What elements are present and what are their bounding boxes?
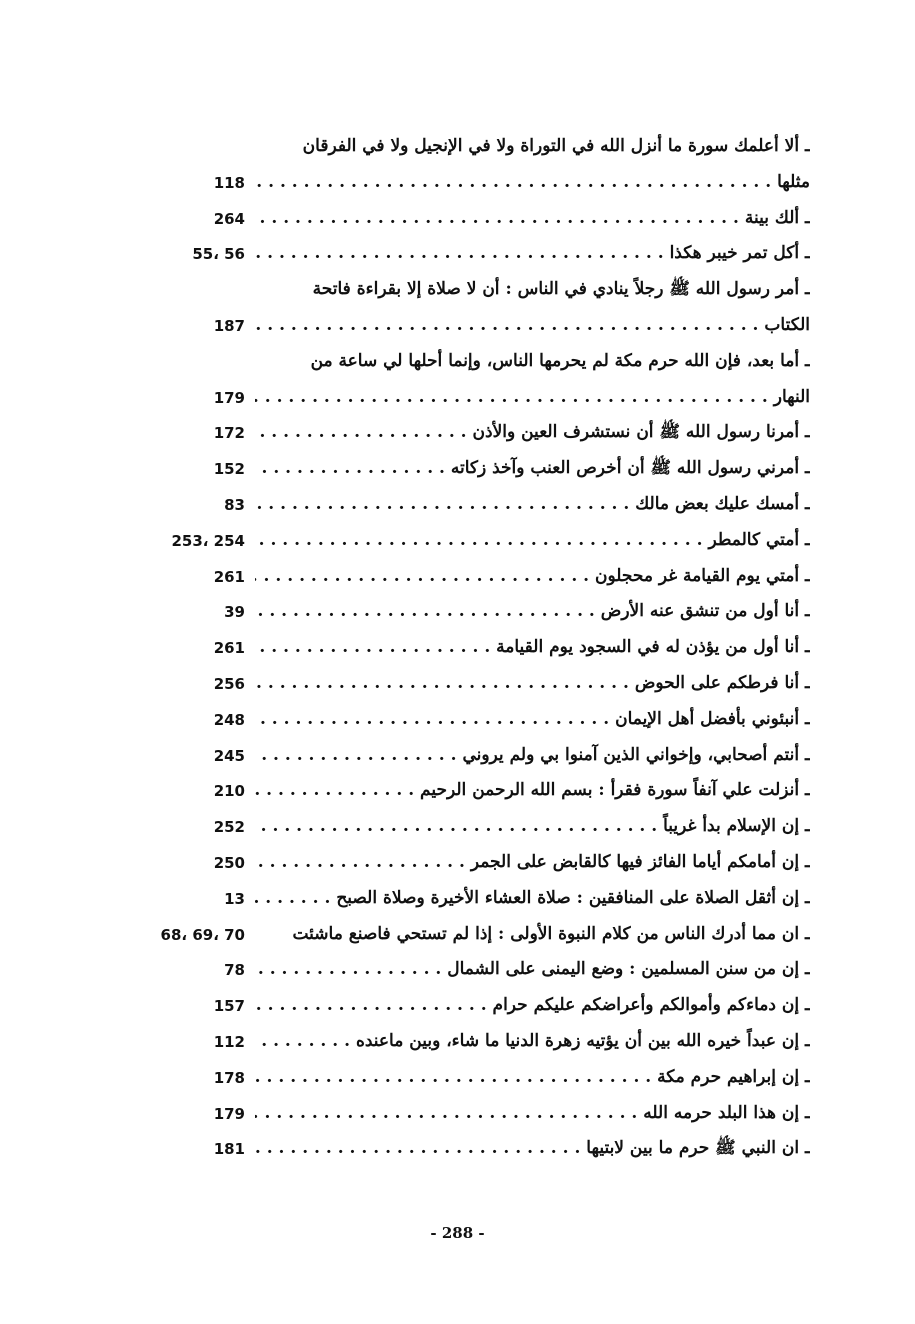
entry-pages: 261: [213, 639, 245, 658]
entry-text: مثلها . . .: [255, 169, 810, 195]
entry-pages: 253، 254: [171, 531, 245, 550]
entry-text: ـ إن أثقل الصلاة على المنافقين : صلاة العشاء الأخيرة وصلاة الصبح . . .: [255, 885, 810, 911]
hadith-index-list: [0, 128, 915, 1166]
entry-text: ـ أمر رسول الله ﷺ رجلاً ينادي في الناس : أن لا صلاة إلا بقراءة فاتحة: [312, 279, 810, 300]
entry-text: ـ أنا أول من تنشق عنه الأرض . . .: [255, 598, 810, 624]
index-entry: [0, 1095, 915, 1131]
entry-text: ـ أمرني رسول الله ﷺ أن أخرص العنب وآخذ زكاته . . .: [255, 455, 810, 481]
entry-pages: 78: [224, 961, 245, 980]
entry-pages: 68، 69، 70: [160, 925, 245, 944]
index-entry: [0, 271, 915, 307]
index-entry: [0, 379, 915, 415]
index-entry: [0, 844, 915, 880]
entry-pages: 39: [224, 603, 245, 622]
entry-text: ـ أنبئوني بأفضل أهل الإيمان . . .: [255, 706, 810, 732]
entry-text: ـ أما بعد، فإن الله حرم مكة لم يحرمها الناس، وإنما أحلها لي ساعة من: [310, 350, 810, 371]
entry-text: ـ أنزلت علي آنفاً سورة فقرأ : بسم الله الرحمن الرحيم . . .: [255, 777, 810, 803]
entry-text: ـ إن من سنن المسلمين : وضع اليمنى على الشمال . . .: [255, 956, 810, 982]
entry-pages: 252: [213, 818, 245, 837]
entry-pages: 172: [213, 424, 245, 443]
entry-text: ـ ألك بينة . . .: [255, 205, 810, 231]
index-entry: [0, 808, 915, 844]
index-entry: [0, 200, 915, 236]
index-entry: [0, 1023, 915, 1059]
entry-pages: 179: [213, 388, 245, 407]
index-entry: [0, 737, 915, 773]
index-entry: [0, 629, 915, 665]
entry-pages: 179: [213, 1104, 245, 1123]
index-entry: [0, 951, 915, 987]
entry-text: النهار . . .: [255, 384, 810, 410]
entry-pages: 245: [213, 746, 245, 765]
index-entry: [0, 701, 915, 737]
index-entry: [0, 414, 915, 450]
entry-text: ـ أمتي يوم القيامة غر محجلون . . .: [255, 563, 810, 589]
entry-text: ـ أمرنا رسول الله ﷺ أن نستشرف العين والأذن . . .: [255, 419, 810, 445]
index-entry: [0, 593, 915, 629]
entry-text: ـ ان النبي ﷺ حرم ما بين لابتيها . . .: [255, 1135, 810, 1161]
index-entry: [0, 987, 915, 1023]
index-entry: [0, 235, 915, 271]
entry-pages: 181: [213, 1140, 245, 1159]
entry-text: ـ إن الإسلام بدأ غريباً . . .: [255, 813, 810, 839]
entry-text: ـ أنتم أصحابي، وإخواني الذين آمنوا بي ولم يروني . . .: [255, 742, 810, 768]
entry-pages: 55، 56: [192, 245, 245, 264]
index-entry: [0, 307, 915, 343]
entry-text: ـ ان مما أدرك الناس من كلام النبوة الأولى : إذا لم تستحي فاصنع ماشئت: [292, 923, 810, 944]
entry-text: ـ أمسك عليك بعض مالك . . .: [255, 491, 810, 517]
entry-pages: 157: [213, 997, 245, 1016]
entry-text: ـ أنا أول من يؤذن له في السجود يوم القيامة . . .: [255, 634, 810, 660]
entry-text: الكتاب . . .: [255, 312, 810, 338]
entry-pages: 187: [213, 316, 245, 335]
entry-pages: 112: [213, 1032, 245, 1051]
index-entry: [0, 880, 915, 916]
entry-pages: 13: [224, 889, 245, 908]
index-entry: [0, 772, 915, 808]
index-entry: [0, 1059, 915, 1095]
index-entry: [0, 665, 915, 701]
entry-text: ـ أمتي كالمطر . . .: [255, 527, 810, 553]
entry-text: ـ إن أمامكم أياما الفائز فيها كالقابض على الجمر . . .: [255, 849, 810, 875]
entry-pages: 152: [213, 460, 245, 479]
index-entry: [0, 522, 915, 558]
entry-text: ـ إن عبداً خيره الله بين أن يؤتيه زهرة الدنيا ما شاء، وبين ماعنده . . .: [255, 1028, 810, 1054]
entry-pages: 261: [213, 567, 245, 586]
page-number: - 288 -: [430, 1224, 485, 1242]
index-entry: [0, 343, 915, 379]
entry-pages: 248: [213, 710, 245, 729]
entry-pages: 250: [213, 853, 245, 872]
entry-pages: 256: [213, 674, 245, 693]
entry-text: ـ إن إبراهيم حرم مكة . . .: [255, 1064, 810, 1090]
index-entry: [0, 128, 915, 164]
entry-text: ـ إن دماءكم وأموالكم وأعراضكم عليكم حرام . . .: [255, 992, 810, 1018]
entry-text: ـ إن هذا البلد حرمه الله . . .: [255, 1100, 810, 1126]
entry-text: ـ أنا فرطكم على الحوض . . .: [255, 670, 810, 696]
index-entry: [0, 164, 915, 200]
index-entry: [0, 486, 915, 522]
entry-pages: 83: [224, 495, 245, 514]
entry-text: ـ ألا أعلمك سورة ما أنزل الله في التوراة ولا في الإنجيل ولا في الفرقان: [302, 136, 810, 156]
index-entry: [0, 916, 915, 952]
entry-text: ـ أكل تمر خيبر هكذا . . .: [255, 240, 810, 266]
entry-pages: 210: [213, 782, 245, 801]
entry-pages: 178: [213, 1068, 245, 1087]
index-entry: [0, 450, 915, 486]
index-entry: [0, 1130, 915, 1166]
entry-pages: 118: [213, 173, 245, 192]
index-entry: [0, 558, 915, 594]
entry-pages: 264: [213, 209, 245, 228]
